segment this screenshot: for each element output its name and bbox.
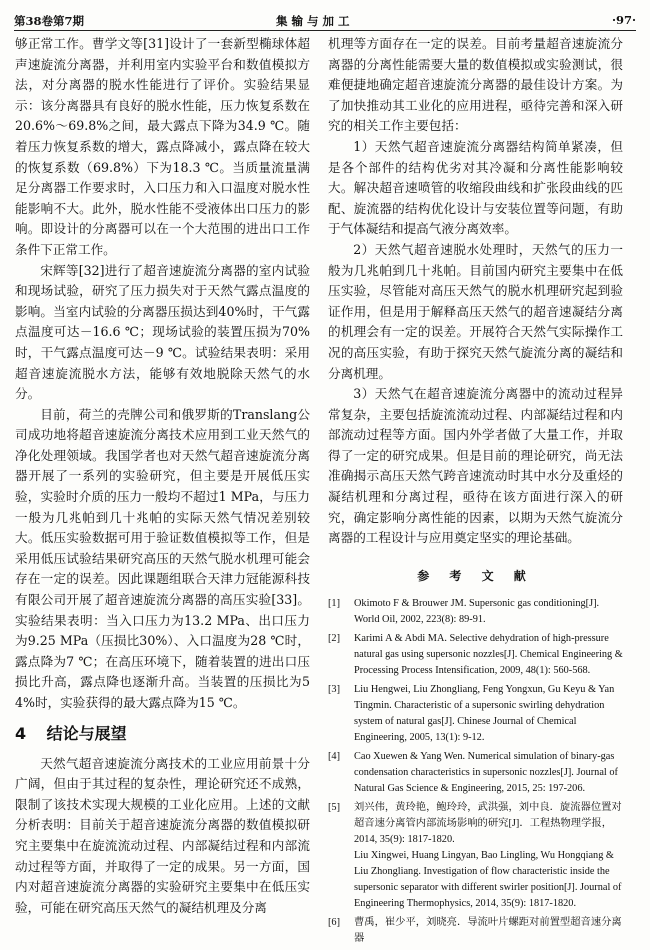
paragraph: 够正常工作。曹学文等[31]设计了一套新型椭球体超声速旋流分离器，并利用室内实验平台和数值模拟方法，对分离器的脱水性能进行了评价。实验结果显示：该分离器具有良好的脱水性能，压力恢复系数在20.6%～69.8%之间，最大露点下降为34.9 ℃。随着压力恢复系数的增大，露点降减小，露点降在较大的恢复系数（69.8%）下为18.3 ℃。当质量流量满足分离器工作要求时，入口压力和入口温度对脱水性能影响不大。此外，脱水性能不受液体出口压力的影响。即设计的分离器可以在一个大范围的进出口工作条件下正常工作。 <box>15 36 310 257</box>
reference-list <box>328 596 623 947</box>
issue-label: 第38卷第7期 <box>14 14 85 28</box>
reference-item: [3] Liu Hengwei, Liu Zhongliang, Feng Yongxun, Gu Keyu & Yan Tingmin. Characteristic of a supersonic swirling dehydration system of natural gas[J]. Chinese Journal of Chemical Engineering, 2005, 13(1): 9-12. <box>328 683 615 743</box>
section-heading <box>15 719 310 749</box>
left-column <box>15 34 310 918</box>
journal-title: 集 输 与 加 工 <box>276 14 350 28</box>
references-heading: 参 考 文 献 <box>417 568 534 583</box>
reference-item: [2] Karimi A & Abdi MA. Selective dehydration of high-pressure natural gas using supersonic nozzles[J]. Chemical Engineering & Processing Process Intensification, 2009, 48(1): 560-568. <box>328 632 623 676</box>
reference-item: [4] Cao Xuewen & Yang Wen. Numerical simulation of binary-gas condensation characteristics in supersonic nozzles[J]. Journal of Natural Gas Science & Engineering, 2015, 25: 197-206. <box>328 750 618 794</box>
paragraph: 宋辉等[32]进行了超音速旋流分离器的室内试验和现场试验，研究了压力损失对于天然气露点温度的影响。当室内试验的分离器压损达到40%时，干气露点温度可达－16.6 ℃；现场试验的装置压损为70%时，干气露点温度可达－9 ℃。试验结果表明：采用超音速旋流脱水方法，能够有效地脱除天然气的水分。 <box>15 262 310 402</box>
paragraph: 1）天然气超音速旋流分离器结构简单紧凑，但是各个部件的结构优劣对其冷凝和分离性能影响较大。解决超音速喷管的收缩段曲线和扩张段曲线的匹配、旋流器的结构优化设计与安装位置等问题，有助于气体凝结和提高气液分离效率。 <box>328 138 623 237</box>
reference-item: [1] Okimoto F & Brouwer JM. Supersonic gas conditioning[J]. World Oil, 2002, 223(8): 89-91. <box>328 597 600 625</box>
paragraph: 目前，荷兰的壳牌公司和俄罗斯的Translang公司成功地将超音速旋流分离技术应用到工业天然气的净化处理领域。我国学者也对天然气超音速旋流分离器开展了一系列的实验研究，但主要是开展低压实验，实验时介质的压力一般均不超过1 MPa，与压力一般为几兆帕到几十兆帕的实际天然气情况差别较大。低压实验数据可用于验证数值模拟等工作，但是采用低压试验结果研究高压的天然气脱水机理可能会存在一定的误差。因此课题组联合天津力冠能源科技有限公司开展了超音速旋流分离器的高压实验[33]。实验结果表明：当入口压力为13.2 MPa、出口压力为9.25 MPa（压损比30%）、入口温度为28 ℃时，露点降为7 ℃；在高压环境下，随着装置的进出口压损比升高，露点降也逐渐升高。当装置的压损比为54%时，实验获得的最大露点降为15 ℃。 <box>15 406 310 710</box>
reference-item: [6] 曹禹，崔少平，刘晓亮．导流叶片螺距对前置型超音速分离器 <box>328 916 622 944</box>
running-header <box>14 8 636 31</box>
paragraph: 2）天然气超音速脱水处理时，天然气的压力一般为几兆帕到几十兆帕。目前国内研究主要集中在低压实验，尽管能对高压天然气的脱水机理研究起到验证作用，但是用于解释高压天然气的超音速凝结分离的机理会有一定的误差。开展符合天然气实际操作工况的高压实验，有助于探究天然气旋流分离的凝结和分离机理。 <box>328 241 623 381</box>
section-number: 4 <box>15 723 27 743</box>
reference-item: [5] 刘兴伟，黄玲艳，鲍玲玲，武洪强，刘中良．旋流器位置对超音速分离管内部流场影响的研究[J]．工程热物理学报，2014, 35(9): 1817-1820. Liu Xingwei, Huang Lingyan, Bao Lingling, Wu Hongqiang & Liu Zhongliang. Investigation of flow characteristic inside the supersonic separator with different swirler position[J]. Journal of Engineering Thermophysics, 2014, 35(9): 1817-1820. <box>328 801 622 909</box>
paragraph: 机理等方面存在一定的误差。目前考量超音速旋流分离器的分离性能需要大量的数值模拟或实验测试，很难便捷地确定超音速旋流分离器的最佳设计方案。为了加快推动其工业化的应用进程，亟待完善和深入研究的相关工作主要包括： <box>328 36 623 134</box>
paragraph: 3）天然气在超音速旋流分离器中的流动过程异常复杂，主要包括旋流流动过程、内部凝结过程和内部流动过程等方面。国内外学者做了大量工作，并取得了一定的研究成果。但是目前的理论研究，尚无法准确揭示高压天然气跨音速流动时其中水分及重烃的凝结机理和分离过程，亟待在该方面进行深入的研究，确定影响分离性能的因素，以期为天然气旋流分离器的工程设计与应用奠定坚实的理论基础。 <box>328 386 623 546</box>
section-title: 结论与展望 <box>46 723 127 743</box>
page-number: ·97· <box>611 13 636 27</box>
paragraph: 天然气超音速旋流分离技术的工业应用前景十分广阔，但由于其过程的复杂性，理论研究还不成熟，限制了该技术实现大规模的工业化应用。上述的文献分析表明：目前关于超音速旋流分离器的数值模拟研究主要集中在旋流流动过程、内部凝结过程和内部流动过程等方面，并取得了一定的成果。另一方面，国内对超音速旋流分离器的实验研究主要集中在低压实验，可能在研究高压天然气的凝结机理及分离 <box>15 755 310 915</box>
right-column <box>328 34 623 950</box>
